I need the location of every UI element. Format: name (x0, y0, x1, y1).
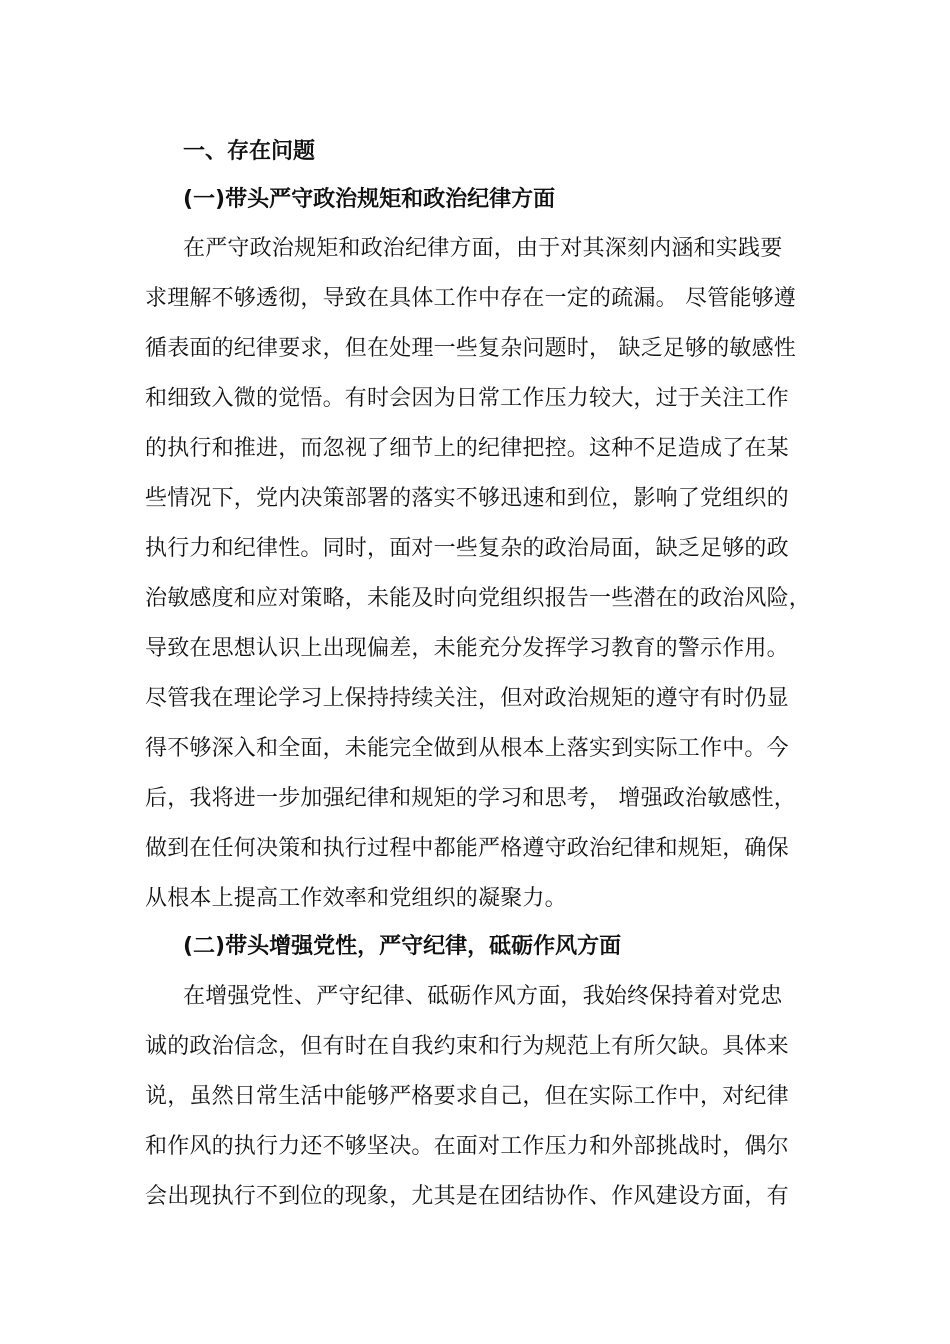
paragraph-line: 在增强党性、严守纪律、砥砺作风方面，我始终保持着对党忠 (183, 984, 783, 1009)
subsection-heading-1: (一)带头严守政治规矩和政治纪律方面 (183, 187, 556, 212)
paragraph-line: 求理解不够透彻，导致在具体工作中存在一定的疏漏。 尽管能够遵 (145, 286, 796, 311)
paragraph-line: 诚的政治信念，但有时在自我约束和行为规范上有所欠缺。具体来 (145, 1034, 789, 1059)
paragraph-line: 后，我将进一步加强纪律和规矩的学习和思考， 增强政治敏感性， (145, 786, 796, 811)
paragraph-line: 些情况下，党内决策部署的落实不够迅速和到位，影响了党组织的 (145, 486, 789, 511)
paragraph-line: 和作风的执行力还不够坚决。在面对工作压力和外部挑战时，偶尔 (145, 1134, 789, 1159)
paragraph-line: 做到在任何决策和执行过程中都能严格遵守政治纪律和规矩，确保 (145, 836, 789, 861)
paragraph-line: 得不够深入和全面，未能完全做到从根本上落实到实际工作中。今 (145, 736, 789, 761)
paragraph-line: 循表面的纪律要求，但在处理一些复杂问题时， 缺乏足够的敏感性 (145, 336, 796, 361)
subsection-heading-2: (二)带头增强党性，严守纪律，砥砺作风方面 (183, 934, 622, 959)
paragraph-line: 的执行和推进，而忽视了细节上的纪律把控。这种不足造成了在某 (145, 436, 789, 461)
paragraph-line: 说，虽然日常生活中能够严格要求自己，但在实际工作中，对纪律 (145, 1084, 789, 1109)
paragraph-line: 和细致入微的觉悟。有时会因为日常工作压力较大，过于关注工作 (145, 386, 789, 411)
paragraph-line: 导致在思想认识上出现偏差，未能充分发挥学习教育的警示作用。 (145, 636, 789, 661)
paragraph-line: 会出现执行不到位的现象，尤其是在团结协作、作风建设方面，有 (145, 1184, 789, 1209)
paragraph-line: 在严守政治规矩和政治纪律方面，由于对其深刻内涵和实践要 (183, 236, 783, 261)
paragraph-line: 执行力和纪律性。同时，面对一些复杂的政治局面，缺乏足够的政 (145, 536, 789, 561)
section-title: 一、存在问题 (183, 139, 316, 164)
paragraph-line: 尽管我在理论学习上保持持续关注，但对政治规矩的遵守有时仍显 (145, 686, 789, 711)
paragraph-line: 从根本上提高工作效率和党组织的凝聚力。 (145, 886, 567, 911)
paragraph-line: 治敏感度和应对策略，未能及时向党组织报告一些潜在的政治风险， (145, 586, 812, 611)
